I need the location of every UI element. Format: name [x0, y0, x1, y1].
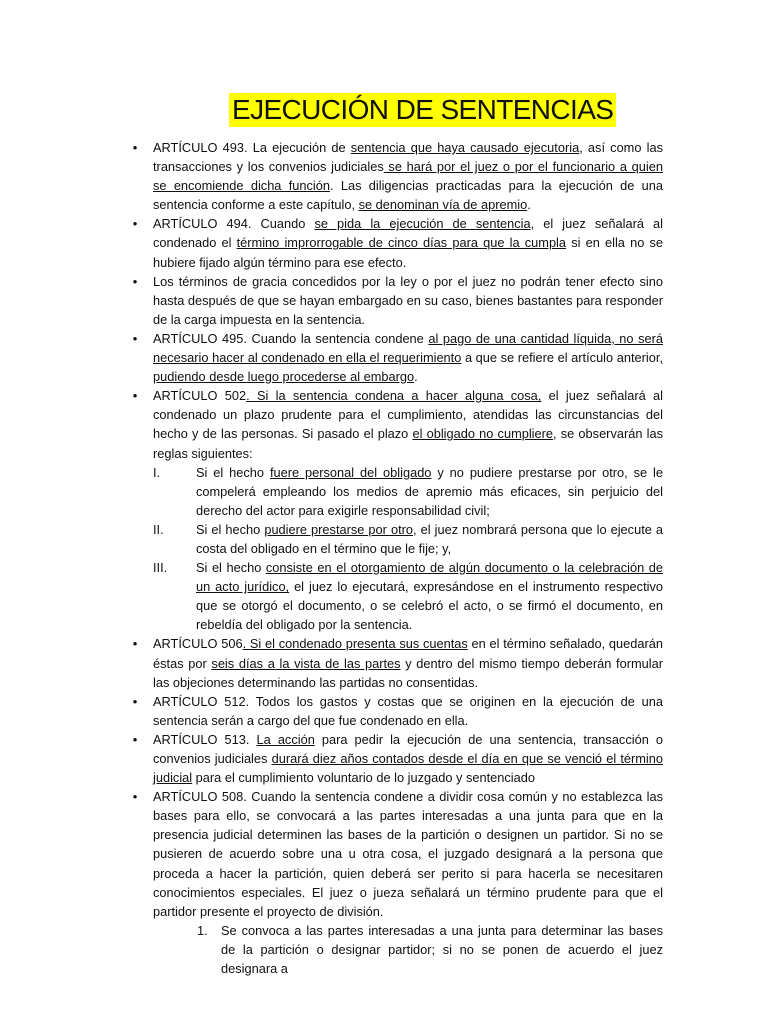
bullet-icon: • [132, 330, 138, 346]
bullet-icon: • [132, 388, 138, 404]
underlined-text: sentencia que haya causado ejecutoria [350, 140, 580, 155]
bullet-icon: • [132, 140, 138, 155]
numbered-list-item [153, 921, 663, 978]
text-run: Si el hecho [196, 464, 270, 480]
underlined-text: . Si la sentencia condena a hacer alguna cosa, [246, 388, 542, 404]
list-item [132, 386, 663, 462]
list-item [132, 634, 663, 691]
list-marker: I. [153, 464, 161, 480]
list-marker: III. [153, 560, 168, 576]
list-item [132, 787, 663, 921]
text-run: . Las diligencias practicadas para la ejecución de una sentencia conforme a este capítulo, [153, 178, 663, 213]
text-run: si en ella no se hubiere fijado algún término para ese efecto. [153, 235, 663, 270]
text-run: . [414, 369, 418, 385]
text-run: , se observarán las reglas siguientes: [153, 426, 663, 461]
list-item [132, 138, 663, 214]
bullet-icon: • [132, 636, 138, 652]
text-run: . [527, 197, 531, 213]
text-run: ARTÍCULO 493. La ejecución de [153, 140, 351, 155]
text-run: Si el hecho [196, 521, 265, 537]
underlined-text: La acción [256, 731, 315, 747]
underlined-text: , pudiendo desde luego procederse al embargo [153, 350, 663, 385]
bullet-icon: • [132, 789, 138, 805]
text-run: a que se refiere el artículo anterior [461, 350, 660, 366]
underlined-text: seis días a la vista de las partes [211, 655, 401, 671]
bullet-icon: • [132, 693, 138, 709]
underlined-text: . Si el condenado presenta sus cuentas [242, 636, 468, 652]
list-item [132, 329, 663, 386]
underlined-text: se denominan vía de apremio [358, 197, 528, 213]
roman-list-item [153, 558, 663, 634]
text-run: en el término señalado, quedarán éstas por [153, 636, 663, 671]
bullet-icon: • [132, 273, 138, 289]
text-run: ARTÍCULO 508. Cuando la sentencia condene a dividir cosa común y no establezca las bases para ello, se convocará a las partes interesadas a una junta para que en la presencia judicial determinen las bases de la partición o designen un partidor. Si no se pusieren de acuerdo sobre una u otra cosa, el juzgado designará a la persona que proceda a hacer la partición, quien deberá ser perito si para hacerla se necesitaren conocimientos especiales. El juez o jueza señalará un término prudente para que el partidor presente el proyecto de división. [153, 789, 663, 919]
text-run: ARTÍCULO 506 [153, 636, 243, 652]
roman-list-item [153, 463, 663, 520]
text-run: , el juez nombrará persona que lo ejecute a costa del obligado en el término que le fije; y, [196, 521, 664, 556]
text-run: , el juez señalará al condenado el [153, 216, 663, 251]
underlined-text: durará diez años contados desde el día en que se venció el término judicial [153, 751, 663, 786]
underlined-text: consiste en el otorgamiento de algún documento o la celebración de un acto jurídico, [196, 560, 663, 595]
list-item [132, 272, 663, 329]
roman-list-item [153, 520, 663, 558]
underlined-text: fuere personal del obligado [269, 464, 432, 480]
underlined-text: el obligado no cumpliere [412, 426, 554, 442]
bullet-icon: • [132, 216, 138, 232]
list-marker: II. [153, 521, 164, 537]
text-run: ARTÍCULO 502 [153, 388, 247, 404]
list-item [132, 692, 663, 730]
underlined-text: se hará por el juez o por el funcionario a quien se encomiende dicha función [153, 159, 663, 194]
document-body [132, 138, 664, 978]
underlined-text: se pida la ejecución de sentencia [314, 216, 531, 232]
text-run: ARTÍCULO 513. [153, 731, 257, 747]
text-run: Los términos de gracia concedidos por la ley o por el juez no podrán tener efecto sino hasta después de que se hayan embargado en su caso, bienes bastantes para responder de la carga impuesta en la sentencia. [153, 273, 663, 327]
text-run: ARTÍCULO 512. Todos los gastos y costas que se originen en la ejecución de una sentencia serán a cargo del que fue condenado en ella. [153, 693, 663, 728]
text-run: y dentro del mismo tiempo deberán formular las objeciones determinando las partidas no consentidas. [153, 655, 663, 690]
text-run: ARTÍCULO 494. Cuando [153, 216, 315, 232]
text-run: Se convoca a las partes interesadas a una junta para determinar las bases de la partición o designar partidor; si no se ponen de acuerdo el juez designara a [221, 922, 663, 977]
text-run: , así como las transacciones y los convenios judiciales [153, 140, 663, 175]
underlined-text: término improrrogable de cinco días para que la cumpla [236, 235, 567, 251]
list-marker: 1. [197, 922, 208, 938]
page-title: EJECUCIÓN DE SENTENCIAS [229, 93, 616, 127]
text-run: el juez señalará al condenado un plazo prudente para el cumplimiento, atendidas las circunstancias del hecho y de las personas. Si pasado el plazo [153, 388, 663, 442]
text-run: para el cumplimiento voluntario de lo juzgado y sentenciado [192, 770, 536, 786]
list-item [132, 730, 663, 787]
text-run: ARTÍCULO 495. Cuando la sentencia condene [153, 330, 429, 346]
list-item [132, 214, 663, 271]
bullet-icon: • [132, 731, 138, 747]
text-run: para pedir la ejecución de una sentencia, transacción o convenios judiciales [153, 731, 663, 766]
text-run: y no pudiere prestarse por otro, se le compelerá empleando los medios de apremio más eficaces, sin perjuicio del derecho del actor para exigirle responsabilidad civil; [196, 464, 664, 518]
underlined-text: pudiere prestarse por otro [264, 521, 414, 537]
underlined-text: al pago de una cantidad líquida, no será necesario hacer al condenado en ella el requerimiento [153, 330, 663, 366]
text-run: Si el hecho [196, 560, 266, 576]
text-run: el juez lo ejecutará, expresándose en el instrumento respectivo que se otorgó el documento, o se celebró el acto, o se firmó el documento, en rebeldía del obligado por la sentencia. [196, 579, 663, 633]
